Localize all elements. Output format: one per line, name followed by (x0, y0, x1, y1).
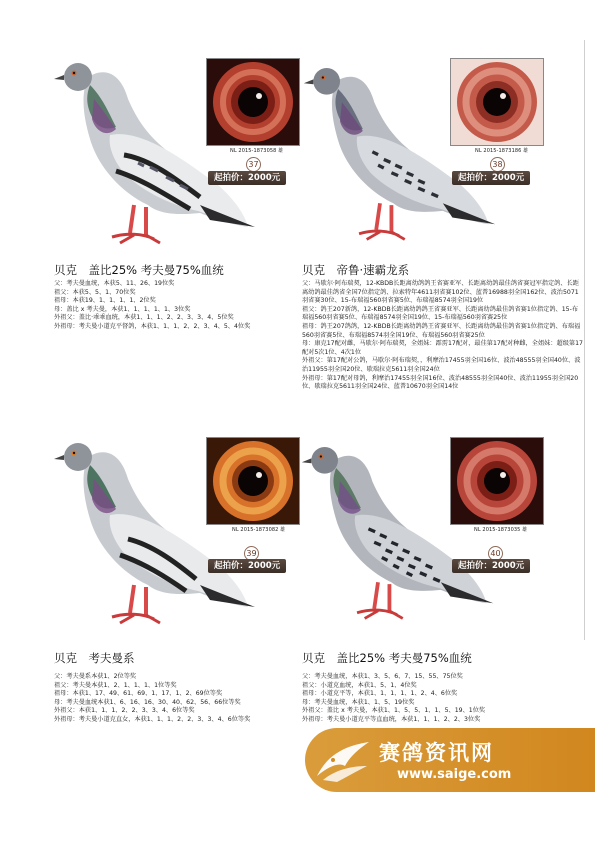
lot-title: 贝克 帝鲁·速霸龙系 (302, 263, 410, 277)
lot-number-badge: 40 (488, 546, 503, 561)
ring-number: NL 2015-1873058 雄 (230, 148, 284, 154)
pedigree-line: 祖母：本获19、1、1、1、1、2位奖 (54, 297, 156, 305)
pedigree-line: 外祖父：第17配对公鸽，马歇尔·阿布瑞契，，利摩治17455羽全国16位、波治48555羽全国40位、波治11955羽全国20位、歇瑞拉克5611羽全国24位 (302, 357, 581, 373)
pedigree-line: 祖父：鸽王207新鸽，12-KBDB长距离幼鸽鸽王省赛亚军、长距离幼鸽最佳鸽省赛1位指定鸽、15-布瑞福560羽省赛5位、布瑞福8574羽全国19位、15-布瑞福560羽省赛25位 (302, 305, 579, 322)
pedigree-line: 母：盖比 x 考夫曼，本获1、1、1、1、1、3位奖 (54, 305, 191, 313)
ring-number: NL 2015-1873082 雄 (232, 527, 286, 533)
pedigree-line: 母：考夫曼血统，本获1、1、5、19位奖 (302, 698, 415, 706)
pedigree-line: 父：考夫曼血统，本获5、11、26、19位奖 (54, 280, 175, 287)
starting-price-tag: 起拍价：2000元 (452, 559, 530, 573)
starting-price-tag: 起拍价：2000元 (208, 171, 286, 185)
pedigree-line: 外祖母：考夫曼小道克直女，本获1、1、1、2、2、3、3、4、6位等奖 (54, 715, 251, 723)
pedigree-line: 祖父：小道克血统，本获1、5、1、4位奖 (302, 681, 417, 689)
pedigree-line: 外祖父：盖比·乖乖血统，本获1、1、1、2、2、3、3、4、5位奖 (54, 314, 234, 322)
starting-price-tag: 起拍价：2000元 (208, 559, 286, 573)
pedigree-line: 外祖母：第17配对母鸽，利摩治17455羽全国16位、波治48555羽全国40位、波治11955羽全国20位、歇瑞拉克5611羽全国24位、蓝普10670羽全国14位 (302, 374, 579, 391)
pedigree-line: 母：康克17配对雌，马歇尔·阿布瑞契，全姐妹：霹雳17配对，最佳第17配对种雌，全姐妹：超级第17配对5次1位、4次1位 (302, 340, 583, 356)
watermark-url: www.saige.com (397, 767, 512, 782)
ring-number: NL 2015-1873186 雄 (475, 148, 529, 154)
lot-title: 贝克 盖比25% 考夫曼75%血统 (54, 263, 224, 277)
pedigree-line: 祖父：本获5、5、1、70位奖 (54, 288, 136, 296)
ring-number: NL 2015-1873035 雄 (474, 527, 528, 533)
pedigree-line: 祖母：鸽王207鸽鸽，12-KBDB长距离幼鸽鸽王省赛亚军、长距离幼鸽最佳鸽省赛1位指定鸽、布瑞福560羽省赛5位、布瑞福8574羽全国19位、布瑞福560羽省赛25位 (302, 322, 581, 339)
starting-price-tag: 起拍价：2000元 (452, 171, 530, 185)
site-watermark (305, 728, 595, 792)
pedigree-line: 父：考夫曼血统，本获1、3、5、6、7、15、55、75位奖 (302, 673, 463, 680)
lot-title: 贝克 考夫曼系 (54, 651, 135, 665)
watermark-site-name: 赛鸽资讯网 (379, 741, 494, 765)
pedigree-line: 外祖父：本获1、1、1、2、2、3、3、4、6位等奖 (54, 707, 195, 715)
pedigree-line: 外祖母：考夫曼小道克平等直血统，本获1、1、1、2、2、3位奖 (302, 715, 481, 723)
pedigree-line: 母：考夫曼血统本获1、6、16、16、30、40、62、56、66位等奖 (54, 698, 241, 706)
pedigree-line: 外祖母：考夫曼小道克平督鸽，本获1、1、1、2、2、3、4、5、4位奖 (54, 322, 251, 330)
pedigree-line: 外祖父：盖比 x 考夫曼，本获1、1、5、5、1、1、5、19、1位奖 (302, 707, 486, 715)
pedigree-line: 父：马歇尔·阿布瑞契，12-KBDB长距离幼鸽鸽王省赛亚军、长距离幼鸽最佳鸽省赛冠军指定鸽、长距离幼鸽最佳鸽省全国7位指定鸽、拉索特年4611羽省赛102位、蓝普16988羽全国162位、波治5071羽省赛30位、15-布瑞福560羽省赛5位、布瑞福8574羽全国19位 (302, 280, 579, 305)
pedigree-line: 祖母：本获1、17、49、61、69、1、17、1、2、69位等奖 (54, 690, 223, 698)
pedigree-line: 祖母：小道克平等，本获1、1、1、1、1、2、4、6位奖 (302, 690, 458, 698)
lot-number-badge: 38 (490, 157, 505, 172)
pedigree-text (302, 673, 584, 725)
pigeon-logo-icon (313, 736, 373, 784)
eye-photo (450, 437, 544, 525)
lot-number-badge: 37 (246, 157, 261, 172)
pedigree-line: 父：考夫曼系本获1、2位等奖 (54, 673, 137, 680)
lot-title: 贝克 盖比25% 考夫曼75%血统 (302, 651, 472, 665)
pedigree-line: 祖父：考夫曼本获1、2、1、1、1、1位等奖 (54, 681, 177, 689)
lot-number-badge: 39 (244, 546, 259, 561)
